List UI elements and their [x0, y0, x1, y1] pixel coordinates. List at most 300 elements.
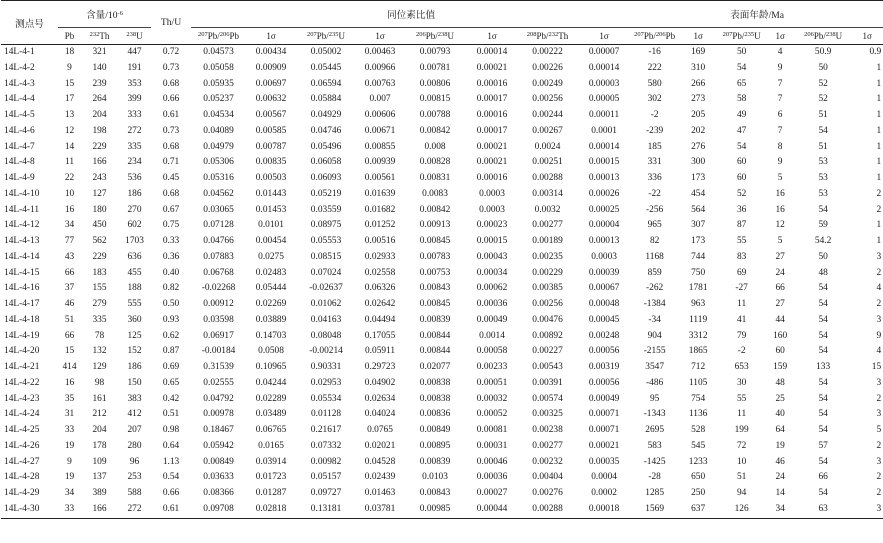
- cell-age-206-238-sigma: 3: [876, 409, 882, 420]
- cell-age-207-206: 302: [647, 94, 662, 105]
- cell-ratio-207-206: 0.03065: [203, 204, 234, 215]
- cell-spot: 14L-4-6: [4, 125, 35, 136]
- cell-spot: 14L-4-26: [4, 440, 40, 451]
- cell-ratio-206-238: 0.00839: [419, 314, 451, 325]
- cell-ratio-206-238-sigma: 0.00051: [476, 377, 508, 388]
- cell-age-207-235-sigma: 25: [775, 393, 785, 404]
- cell-ratio-207-235: 0.09727: [310, 488, 342, 498]
- cell-u238: 186: [127, 362, 142, 372]
- table-row: [1, 108, 883, 124]
- table-row: [1, 77, 883, 93]
- uranium-lead-data-table: [1, 0, 883, 519]
- cell-u238: 207: [127, 425, 142, 435]
- cell-age-206-238-sigma: 2: [876, 188, 882, 199]
- cell-ratio-206-238: 0.00895: [419, 440, 451, 451]
- cell-pb: 11: [64, 157, 75, 168]
- cell-ratio-207-206: 0.05058: [203, 62, 234, 73]
- cell-age-206-238-sigma: 4: [876, 283, 882, 294]
- cell-ratio-207-206: 0.03598: [203, 314, 234, 325]
- cell-ratio-206-238-sigma: 0.00034: [476, 267, 508, 278]
- cell-ratio-207-235: 0.08515: [310, 251, 342, 262]
- cell-ratio-207-206: 0.00912: [203, 299, 234, 309]
- cell-age-207-235: 54: [736, 62, 747, 73]
- cell-ratio-207-206: 0.09708: [191, 502, 246, 518]
- cell-th232: 109: [92, 456, 107, 467]
- cell-ratio-207-235-sigma: 0.05911: [364, 346, 396, 357]
- cell-thu: 0.64: [162, 440, 180, 451]
- cell-age-206-238: 54.2: [814, 236, 832, 246]
- cell-ratio-208-232: 0.00232: [532, 456, 563, 467]
- cell-ratio-207-206-sigma: 0.01723: [255, 472, 287, 483]
- cell-ratio-208-232-sigma: 0.0004: [591, 472, 617, 483]
- cell-ratio-206-238: 0.00793: [419, 47, 451, 57]
- table-row: [1, 439, 883, 455]
- cell-age-207-235-sigma: 159: [773, 362, 788, 372]
- cell-u238: 383: [127, 393, 142, 404]
- cell-age-207-206-sigma: 963: [691, 299, 706, 309]
- cell-thu: 0.61: [151, 502, 191, 518]
- cell-age-207-206-sigma: 205: [691, 110, 706, 120]
- table-row: [1, 502, 883, 518]
- cell-age-207-235-sigma: 44: [775, 314, 785, 325]
- cell-th232: 450: [92, 220, 107, 231]
- cell-age-206-238: 63: [795, 502, 851, 518]
- cell-u238: 272: [127, 125, 142, 136]
- cell-age-207-235: 58: [736, 94, 747, 105]
- cell-age-207-206-sigma: 750: [691, 267, 706, 278]
- cell-ratio-208-232: 0.00543: [532, 362, 563, 372]
- cell-ratio-207-206-sigma: 0.00697: [255, 78, 287, 89]
- cell-age-207-206-sigma: 454: [691, 188, 706, 199]
- table-row: [1, 313, 883, 329]
- cell-ratio-207-235-sigma: 0.0765: [367, 425, 393, 435]
- cell-u238: 234: [127, 157, 142, 168]
- cell-age-206-238: 54: [818, 204, 828, 215]
- cell-ratio-207-206-sigma: 0.01287: [255, 488, 287, 498]
- cell-ratio-207-235: 0.05534: [310, 393, 342, 404]
- cell-ratio-207-235-sigma: 0.29723: [364, 362, 396, 372]
- cell-spot: 14L-4-9: [4, 173, 35, 183]
- cell-ratio-207-206-sigma: 0.01443: [255, 188, 287, 199]
- cell-spot: 14L-4-1: [4, 47, 35, 57]
- cell-age-207-206: 3547: [645, 362, 664, 372]
- table-row: [1, 455, 883, 471]
- cell-ratio-206-238: 0.00845: [419, 236, 451, 246]
- subheader-pb: Pb: [58, 28, 81, 45]
- cell-age-207-235-sigma: 34: [765, 502, 795, 518]
- cell-age-207-235-sigma: 24: [775, 267, 785, 278]
- table-row: [1, 423, 883, 439]
- cell-ratio-208-232-sigma: 0.00015: [588, 157, 620, 168]
- cell-th232: 239: [92, 78, 107, 89]
- cell-th232: 204: [92, 425, 107, 435]
- cell-age-207-206: 185: [647, 141, 662, 152]
- cell-pb: 16: [64, 377, 75, 388]
- cell-thu: 0.50: [162, 299, 180, 309]
- cell-ratio-208-232-sigma: 0.00056: [588, 346, 620, 357]
- cell-age-207-206-sigma: 173: [691, 173, 706, 183]
- cell-pb: 22: [64, 173, 75, 183]
- cell-age-207-235-sigma: 48: [775, 377, 785, 388]
- cell-age-207-206-sigma: 1865: [688, 346, 708, 357]
- cell-ratio-206-238: 0.00845: [419, 299, 451, 309]
- table-row: [1, 376, 883, 392]
- cell-spot: 14L-4-5: [4, 110, 35, 120]
- cell-ratio-207-235: 0.05445: [310, 62, 342, 73]
- cell-ratio-207-206-sigma: 0.00835: [255, 157, 287, 168]
- cell-ratio-208-232: 0.00251: [532, 157, 563, 168]
- cell-u238: 455: [127, 267, 142, 278]
- cell-age-207-235-sigma: 24: [775, 472, 785, 483]
- cell-ratio-208-232-sigma: 0.00011: [589, 110, 620, 120]
- cell-ratio-207-235-sigma: 0.17055: [364, 330, 396, 341]
- cell-age-207-206: 95: [649, 393, 660, 404]
- cell-ratio-207-235: 0.02953: [310, 377, 342, 388]
- cell-u238: 253: [127, 472, 142, 483]
- cell-ratio-207-235: 0.08048: [310, 330, 342, 341]
- table-body: [1, 45, 883, 519]
- cell-ratio-207-206-sigma: 0.00632: [255, 94, 287, 105]
- cell-pb: 17: [64, 94, 75, 105]
- cell-age-206-238: 53: [818, 157, 828, 168]
- cell-th232: 204: [92, 110, 107, 120]
- cell-age-207-206-sigma: 650: [691, 472, 706, 483]
- cell-age-207-206-sigma: 1781: [688, 283, 708, 294]
- cell-th232: 180: [92, 204, 107, 215]
- cell-age-207-206: 222: [647, 62, 662, 73]
- cell-ratio-208-232: 0.00404: [532, 472, 563, 483]
- cell-ratio-208-232: 0.00189: [532, 236, 563, 246]
- table-row: [1, 266, 883, 282]
- cell-ratio-207-235: -0.02637: [309, 283, 343, 294]
- cell-thu: 0.68: [162, 188, 180, 199]
- cell-ratio-208-232: 0.00325: [532, 409, 563, 420]
- cell-pb: 31: [64, 409, 75, 420]
- cell-age-207-235: 11: [737, 409, 747, 420]
- cell-ratio-208-232-sigma: 0.00071: [588, 425, 620, 435]
- cell-ratio-206-238: 0.00842: [419, 125, 451, 136]
- cell-u238: 152: [127, 346, 142, 357]
- cell-age-207-235: 11: [737, 299, 747, 309]
- cell-ratio-207-206-sigma: 0.0508: [258, 346, 284, 357]
- cell-ratio-208-232-sigma: 0.0003: [591, 251, 617, 262]
- cell-age-207-235: 199: [734, 425, 749, 435]
- cell-ratio-207-206: 0.03633: [203, 472, 234, 483]
- cell-pb: 34: [64, 488, 75, 498]
- cell-ratio-207-206-sigma: 0.14703: [255, 330, 287, 341]
- cell-ratio-207-206-sigma: 0.0101: [258, 220, 284, 231]
- cell-age-206-238: 57: [818, 440, 828, 451]
- cell-ratio-207-206: 0.06917: [203, 330, 234, 341]
- cell-age-206-238: 53: [818, 173, 828, 183]
- cell-age-207-206-sigma: 564: [691, 204, 706, 215]
- cell-ratio-206-238-sigma: 0.00036: [476, 299, 508, 309]
- cell-ratio-207-235-sigma: 0.01463: [364, 488, 396, 498]
- cell-ratio-207-235: 0.05157: [310, 472, 342, 483]
- cell-thu: 0.68: [162, 78, 180, 89]
- cell-ratio-206-238: 0.0103: [422, 472, 448, 483]
- cell-age-207-206: -2: [650, 110, 659, 120]
- cell-ratio-207-206-sigma: 0.06765: [255, 425, 287, 435]
- cell-age-207-206: 965: [647, 220, 662, 231]
- cell-ratio-207-206: 0.04562: [203, 188, 234, 199]
- cell-ratio-207-235-sigma: 0.03781: [356, 502, 404, 518]
- cell-age-207-235-sigma: 7: [777, 78, 783, 89]
- cell-u238: 188: [127, 283, 142, 294]
- cell-u238: 399: [127, 94, 142, 105]
- cell-age-206-238-sigma: 1: [876, 62, 882, 73]
- cell-ratio-206-238-sigma: 0.00017: [476, 94, 508, 105]
- cell-ratio-208-232-sigma: 0.00007: [588, 47, 620, 57]
- cell-spot: 14L-4-23: [4, 393, 40, 404]
- cell-spot: 14L-4-2: [4, 62, 35, 73]
- cell-ratio-206-238-sigma: 0.00014: [476, 47, 508, 57]
- cell-age-207-206: 904: [647, 330, 662, 341]
- cell-u238: 353: [127, 78, 142, 89]
- table-row: [1, 360, 883, 376]
- cell-age-206-238-sigma: 2: [876, 472, 882, 483]
- cell-th232: 279: [92, 299, 107, 309]
- cell-pb: 33: [58, 502, 81, 518]
- cell-ratio-207-235-sigma: 0.00463: [364, 47, 396, 57]
- cell-ratio-207-206-sigma: 0.02483: [255, 267, 287, 278]
- cell-ratio-206-238: 0.00844: [419, 330, 451, 341]
- cell-age-206-238-sigma: 1: [876, 141, 882, 152]
- cell-age-207-235: 47: [736, 125, 747, 136]
- cell-age-207-206-sigma: 1105: [688, 377, 708, 388]
- cell-spot: 14L-4-22: [4, 377, 40, 388]
- cell-age-207-235: 69: [736, 267, 747, 278]
- cell-ratio-206-238: 0.00844: [419, 346, 451, 357]
- cell-ratio-206-238: 0.00806: [419, 78, 451, 89]
- cell-pb: 10: [64, 188, 75, 199]
- cell-thu: 0.61: [162, 110, 180, 120]
- cell-ratio-206-238-sigma: 0.00058: [476, 346, 508, 357]
- cell-ratio-206-238-sigma: 0.00017: [476, 125, 508, 136]
- cell-age-206-238-sigma: 1: [876, 125, 882, 136]
- cell-ratio-206-238-sigma: 0.00023: [476, 220, 508, 231]
- table-row: [1, 250, 883, 266]
- table-row: [1, 218, 883, 234]
- cell-age-207-206-sigma: 637: [678, 502, 718, 518]
- cell-age-207-235: 50: [736, 47, 747, 57]
- cell-ratio-207-235-sigma: 0.00966: [364, 62, 396, 73]
- cell-age-206-238: 54: [818, 409, 828, 420]
- header-isotope-ratio: 同位素比值: [191, 1, 631, 28]
- cell-ratio-207-206-sigma: 0.00503: [255, 173, 287, 183]
- cell-ratio-207-206: 0.04766: [203, 236, 234, 246]
- cell-th232: 264: [92, 94, 107, 105]
- cell-ratio-206-238-sigma: 0.00043: [476, 251, 508, 262]
- cell-age-207-206-sigma: 169: [691, 47, 706, 57]
- cell-ratio-206-238-sigma: 0.00052: [476, 409, 508, 420]
- cell-ratio-207-206-sigma: 0.04244: [255, 377, 287, 388]
- cell-ratio-207-206: 0.07128: [203, 220, 234, 231]
- cell-age-207-235-sigma: 6: [777, 110, 783, 120]
- cell-age-206-238: 54: [818, 314, 828, 325]
- subheader-ratio-207-206: $^{207}$Pb/$^{206}$Pb: [191, 28, 246, 45]
- cell-th232: 229: [92, 141, 107, 152]
- cell-age-207-235-sigma: 9: [777, 62, 783, 73]
- table-row: [1, 124, 883, 140]
- cell-ratio-206-238: 0.00849: [419, 425, 451, 435]
- table-row: [1, 470, 883, 486]
- cell-age-207-235-sigma: 66: [775, 283, 785, 294]
- cell-ratio-206-238-sigma: 0.00027: [476, 488, 508, 498]
- cell-age-207-206-sigma: 528: [691, 425, 706, 435]
- cell-ratio-208-232-sigma: 0.00018: [577, 502, 631, 518]
- cell-age-207-235-sigma: 7: [777, 94, 783, 105]
- cell-th232: 335: [92, 314, 107, 325]
- cell-pb: 77: [64, 236, 75, 246]
- cell-ratio-207-206: 0.04534: [203, 110, 234, 120]
- cell-age-206-238-sigma: 1: [876, 110, 882, 120]
- cell-ratio-207-235-sigma: 0.04024: [364, 409, 396, 420]
- cell-th232: 562: [92, 236, 107, 246]
- cell-age-206-238: 54: [818, 425, 828, 435]
- cell-th232: 212: [92, 409, 107, 420]
- cell-age-207-206: -22: [648, 188, 661, 199]
- cell-age-207-235-sigma: 27: [775, 299, 785, 309]
- cell-spot: 14L-4-27: [4, 456, 40, 467]
- cell-age-207-206: 82: [649, 236, 660, 246]
- cell-age-207-206-sigma: 310: [691, 62, 706, 73]
- cell-u238: 447: [127, 47, 142, 57]
- cell-ratio-207-235-sigma: 0.04528: [364, 456, 396, 467]
- cell-pb: 19: [64, 440, 75, 451]
- cell-age-206-238: 133: [816, 362, 831, 372]
- cell-pb: 66: [64, 267, 75, 278]
- cell-ratio-206-238-sigma: 0.0003: [479, 188, 505, 199]
- header-content: [58, 1, 151, 28]
- cell-th232: 389: [92, 488, 107, 498]
- cell-ratio-207-235: 0.00982: [310, 456, 342, 467]
- cell-age-207-235: 30: [736, 377, 747, 388]
- cell-thu: 0.93: [162, 314, 180, 325]
- table-row: [1, 297, 883, 313]
- cell-thu: 0.33: [162, 236, 180, 246]
- cell-th232: 321: [92, 47, 107, 57]
- cell-age-207-206-sigma: 1119: [689, 314, 708, 325]
- cell-age-207-235-sigma: 4: [777, 47, 783, 57]
- cell-age-206-238-sigma: 3: [876, 377, 882, 388]
- cell-th232: 198: [92, 125, 107, 136]
- cell-thu: 0.98: [162, 425, 180, 435]
- cell-age-206-238: 54: [818, 488, 828, 498]
- cell-age-206-238-sigma: 1: [876, 157, 882, 168]
- cell-ratio-208-232-sigma: 0.00003: [588, 78, 620, 89]
- cell-ratio-207-235-sigma: 0.02642: [364, 299, 396, 309]
- cell-age-207-206: 583: [647, 440, 662, 451]
- cell-age-206-238-sigma: 0.9: [869, 47, 882, 57]
- cell-ratio-207-235: 0.03559: [310, 204, 342, 215]
- cell-spot: 14L-4-16: [4, 283, 40, 294]
- cell-ratio-208-232: 0.00276: [532, 488, 563, 498]
- cell-spot: 14L-4-29: [4, 488, 40, 498]
- cell-ratio-207-235: 0.05496: [310, 141, 342, 152]
- cell-ratio-206-238-sigma: 0.00021: [476, 157, 508, 168]
- cell-pb: 66: [64, 330, 75, 341]
- cell-ratio-207-206-sigma: 0.00585: [255, 125, 287, 136]
- cell-age-207-235-sigma: 40: [775, 409, 785, 420]
- cell-spot: 14L-4-20: [4, 346, 40, 357]
- cell-age-207-206-sigma: 712: [691, 362, 706, 372]
- table-row: [1, 486, 883, 502]
- cell-age-207-206: 331: [647, 157, 662, 168]
- cell-u238: 602: [127, 220, 142, 231]
- cell-age-207-206: -2155: [643, 346, 666, 357]
- cell-age-207-235: 55: [736, 236, 747, 246]
- cell-age-207-206-sigma: 250: [691, 488, 706, 498]
- cell-ratio-207-235: 0.05553: [310, 236, 342, 246]
- cell-spot: 14L-4-11: [4, 204, 40, 215]
- cell-thu: 0.72: [162, 47, 180, 57]
- cell-ratio-207-235: 0.05884: [310, 94, 342, 105]
- cell-age-207-206: 2695: [645, 425, 664, 435]
- cell-ratio-207-235-sigma: 0.02439: [364, 472, 396, 483]
- cell-age-206-238-sigma: 3: [876, 251, 882, 262]
- cell-ratio-207-206-sigma: 0.00454: [255, 236, 287, 246]
- cell-age-207-235-sigma: 27: [775, 251, 785, 262]
- cell-ratio-207-235-sigma: 0.00561: [364, 173, 396, 183]
- cell-th232: 140: [92, 62, 107, 73]
- cell-ratio-206-238: 0.00839: [419, 456, 451, 467]
- cell-ratio-208-232: 0.00385: [532, 283, 563, 294]
- cell-pb: 15: [64, 346, 75, 357]
- cell-th232: 98: [94, 377, 105, 388]
- cell-age-207-206-sigma: 545: [691, 440, 706, 451]
- table-row: [1, 187, 883, 203]
- cell-ratio-207-206: 0.05306: [203, 157, 234, 168]
- cell-spot: 14L-4-10: [4, 188, 40, 199]
- cell-age-207-206-sigma: 300: [691, 157, 706, 168]
- header-apparent-age: 表面年龄/Ma: [631, 1, 883, 28]
- cell-age-206-238: 50.9: [814, 47, 832, 57]
- cell-ratio-206-238-sigma: 0.00062: [476, 283, 508, 294]
- cell-age-207-235: 87: [736, 220, 747, 231]
- cell-age-207-235: 52: [736, 188, 747, 199]
- cell-ratio-207-235: 0.01128: [310, 409, 342, 420]
- cell-age-207-235-sigma: 60: [775, 346, 785, 357]
- cell-ratio-207-206: 0.05942: [203, 440, 234, 451]
- cell-thu: 0.73: [162, 125, 180, 136]
- cell-pb: 14: [64, 141, 75, 152]
- cell-ratio-207-206-sigma: 0.00787: [255, 141, 287, 152]
- cell-ratio-206-238-sigma: 0.00016: [476, 173, 508, 183]
- cell-thu: 0.66: [162, 94, 180, 105]
- cell-thu: 0.69: [162, 362, 180, 372]
- cell-ratio-207-235: 0.04929: [310, 110, 342, 120]
- cell-th232: 178: [92, 440, 107, 451]
- cell-ratio-207-206: 0.08366: [203, 488, 234, 498]
- header-thu: Th/U: [151, 1, 191, 45]
- cell-age-207-206: -1343: [643, 409, 666, 420]
- subheader-sigma: 1σ: [765, 28, 795, 45]
- cell-thu: 0.82: [162, 283, 180, 294]
- cell-th232: 129: [92, 362, 107, 372]
- cell-pb: 43: [64, 251, 75, 262]
- cell-thu: 0.67: [162, 204, 180, 215]
- cell-ratio-207-235: 0.07332: [310, 440, 342, 451]
- cell-age-206-238-sigma: 2: [876, 299, 882, 309]
- cell-age-207-206-sigma: 276: [691, 141, 706, 152]
- cell-ratio-208-232-sigma: 0.00248: [588, 330, 620, 341]
- table-row: [1, 281, 883, 297]
- cell-u238: 186: [127, 188, 142, 199]
- cell-thu: 0.71: [162, 157, 180, 168]
- cell-age-207-235-sigma: 16: [775, 204, 785, 215]
- table-row: [1, 344, 883, 360]
